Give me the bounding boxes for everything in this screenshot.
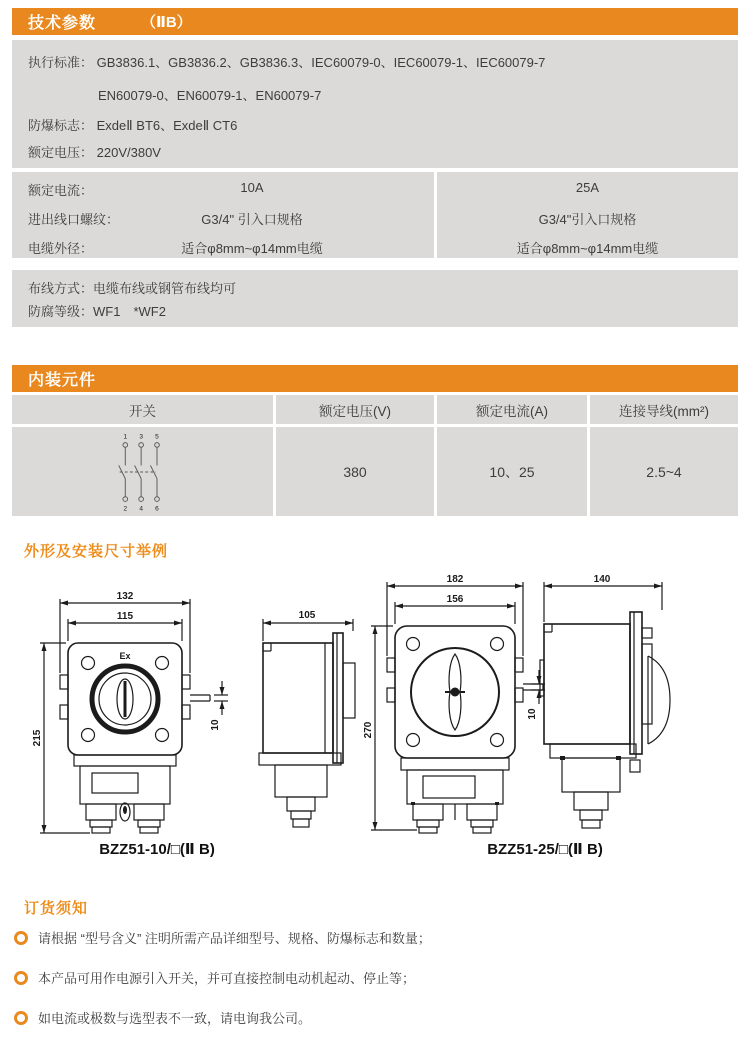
svg-text:5: 5 — [154, 432, 159, 440]
components-title: 内装元件 — [28, 372, 97, 389]
svg-text:1: 1 — [122, 432, 127, 440]
svg-text:10: 10 — [210, 719, 221, 731]
value-cable-left: 适合φ8mm~φ14mm电缆 — [181, 241, 323, 256]
bzz51-25-side-drawing — [530, 572, 675, 840]
svg-text:10: 10 — [527, 708, 538, 720]
spec-label: 额定电压： — [28, 145, 94, 160]
svg-text:Ex: Ex — [119, 651, 131, 661]
col-header-current: 额定电流(A) — [437, 395, 587, 424]
bzz51-10-front-drawing — [30, 585, 240, 835]
value-cable-right: 适合φ8mm~φ14mm电缆 — [516, 241, 659, 256]
value-thread-right: G3/4"引入口规格 — [538, 212, 637, 227]
spec-value: ExdeⅡ BT6、ExdeⅡ CT6 — [96, 118, 238, 133]
svg-text:140: 140 — [593, 574, 611, 585]
svg-text:156: 156 — [446, 594, 464, 605]
value-current-right: 25A — [575, 180, 600, 195]
cell-wire-size: 2.5~4 — [590, 427, 738, 516]
value-thread-left: G3/4" 引入口规格 — [201, 212, 303, 227]
tech-params-group: （ⅡB） — [141, 14, 192, 31]
tech-wiring-block — [12, 270, 738, 327]
spec-row-standards-2 — [98, 85, 321, 104]
model1-label: BZZ51-10/□(Ⅱ B) — [99, 841, 215, 858]
spec-value: GB3836.1、GB3836.2、GB3836.3、IEC60079-0、IEC60079-1、IEC60079-7 — [96, 55, 546, 70]
svg-text:132: 132 — [116, 591, 134, 602]
svg-text:270: 270 — [363, 721, 374, 739]
svg-text:182: 182 — [446, 574, 464, 585]
switch-circuit-diagram — [108, 430, 178, 514]
spec-label-cable: 电缆外径： — [28, 241, 94, 256]
tech-params-header-bar — [12, 8, 738, 35]
model2-label: BZZ51-25/□(Ⅱ B) — [487, 841, 603, 858]
components-header-bar — [12, 365, 738, 392]
bullet-ring-icon — [14, 1011, 28, 1025]
spec-row-wiring: 布线方式：电缆布线或钢管布线均可 — [28, 281, 237, 296]
tech-ratings-block — [12, 172, 738, 258]
svg-text:3: 3 — [138, 432, 143, 440]
ordering-item-text: 请根据 “型号含义” 注明所需产品详细型号、规格、防爆标志和数量； — [38, 931, 431, 946]
tech-params-title: 技术参数 — [28, 15, 97, 32]
col-header-wire: 连接导线(mm²) — [590, 395, 738, 424]
svg-text:105: 105 — [298, 610, 316, 621]
cell-switch-diagram — [12, 427, 273, 516]
spec-label: 执行标准： — [28, 55, 94, 70]
spec-row-standards — [28, 52, 545, 71]
tech-standards-block — [12, 40, 738, 168]
value-current-left: 10A — [240, 180, 264, 195]
spec-label: 防爆标志： — [28, 118, 94, 133]
cell-rated-voltage: 380 — [276, 427, 434, 516]
cell-rated-current: 10、25 — [437, 427, 587, 516]
bzz51-10-side-drawing — [245, 585, 370, 835]
ordering-item-text: 本产品可用作电源引入开关，并可直接控制电动机起动、停止等； — [38, 971, 416, 986]
ordering-item-3 — [14, 1008, 311, 1027]
spec-label-current: 额定电流： — [28, 183, 94, 198]
spec-row-voltage — [28, 142, 161, 161]
ordering-section-title: 订货须知 — [24, 900, 89, 917]
dimensions-section-title: 外形及安装尺寸举例 — [24, 543, 169, 560]
spec-label-thread: 进出线口螺纹： — [28, 212, 120, 227]
ordering-item-text: 如电流或极数与选型表不一致，请电询我公司。 — [38, 1011, 312, 1026]
col-header-voltage: 额定电压(V) — [276, 395, 434, 424]
ordering-item-2 — [14, 968, 415, 987]
col-header-switch: 开关 — [12, 395, 273, 424]
svg-text:215: 215 — [32, 729, 43, 747]
svg-text:6: 6 — [154, 504, 159, 512]
spec-value: 220V/380V — [96, 145, 161, 160]
svg-text:115: 115 — [116, 611, 134, 622]
spec-row-corrosion: 防腐等级：WF1 *WF2 — [28, 304, 166, 319]
ordering-item-1 — [14, 928, 431, 947]
bullet-ring-icon — [14, 971, 28, 985]
spec-row-exmark — [28, 115, 237, 134]
bzz51-25-front-drawing — [365, 572, 545, 840]
svg-text:2: 2 — [122, 504, 127, 512]
bullet-ring-icon — [14, 931, 28, 945]
spec-value: EN60079-0、EN60079-1、EN60079-7 — [98, 88, 322, 103]
svg-text:4: 4 — [138, 504, 143, 512]
